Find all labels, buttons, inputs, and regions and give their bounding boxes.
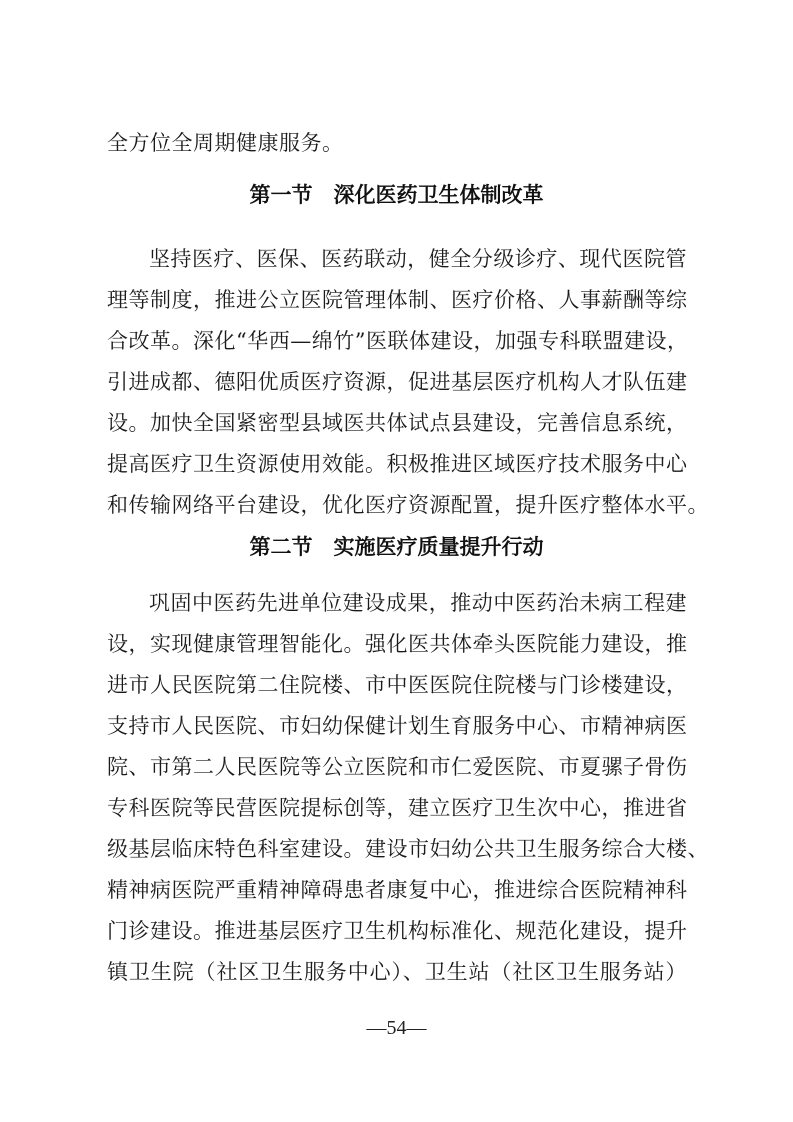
section-2-paragraph-line: 镇卫生院（社区卫生服务中心）、卫生站（社区卫生服务站） [107, 960, 687, 984]
section-2-paragraph-line: 进市人民医院第二住院楼、市中医医院住院楼与门诊楼建设， [107, 673, 688, 697]
intro-line: 全方位全周期健康服务。 [107, 131, 344, 155]
section-1-paragraph-line: 引进成都、德阳优质医疗资源，促进基层医疗机构人才队伍建 [107, 370, 688, 394]
section-2-heading: 第二节 实施医疗质量提升行动 [249, 535, 544, 559]
section-2-paragraph-line: 门诊建设。推进基层医疗卫生机构标准化、规范化建设，提升 [107, 919, 688, 943]
page-number: —54— [366, 1017, 427, 1039]
section-2-paragraph-line: 级基层临床特色科室建设。建设市妇幼公共卫生服务综合大楼、 [107, 837, 709, 861]
section-1-paragraph-line: 坚持医疗、医保、医药联动，健全分级诊疗、现代医院管 [149, 247, 687, 271]
section-1-heading: 第一节 深化医药卫生体制改革 [249, 183, 544, 207]
section-2-paragraph-line: 巩固中医药先进单位建设成果，推动中医药治未病工程建 [149, 591, 687, 615]
section-2-paragraph-line: 专科医院等民营医院提标创等，建立医疗卫生次中心，推进省 [107, 796, 688, 820]
section-1-paragraph-line: 理等制度，推进公立医院管理体制、医疗价格、人事薪酬等综 [107, 288, 688, 312]
section-2-paragraph-line: 院、市第二人民医院等公立医院和市仁爱医院、市夏骡子骨伤 [107, 755, 688, 779]
section-1-paragraph-line: 和传输网络平台建设，优化医疗资源配置，提升医疗整体水平。 [107, 493, 709, 517]
section-2-paragraph-line: 设，实现健康管理智能化。强化医共体牵头医院能力建设，推 [107, 632, 688, 656]
section-1-paragraph-line: 设。加快全国紧密型县域医共体试点县建设，完善信息系统， [107, 411, 688, 435]
section-1-paragraph-line: 提高医疗卫生资源使用效能。积极推进区域医疗技术服务中心 [107, 452, 688, 476]
section-2-paragraph-line: 支持市人民医院、市妇幼保健计划生育服务中心、市精神病医 [107, 714, 688, 738]
section-2-paragraph-line: 精神病医院严重精神障碍患者康复中心，推进综合医院精神科 [107, 878, 688, 902]
section-1-paragraph-line: 合改革。深化“华西—绵竹”医联体建设，加强专科联盟建设， [107, 329, 689, 353]
